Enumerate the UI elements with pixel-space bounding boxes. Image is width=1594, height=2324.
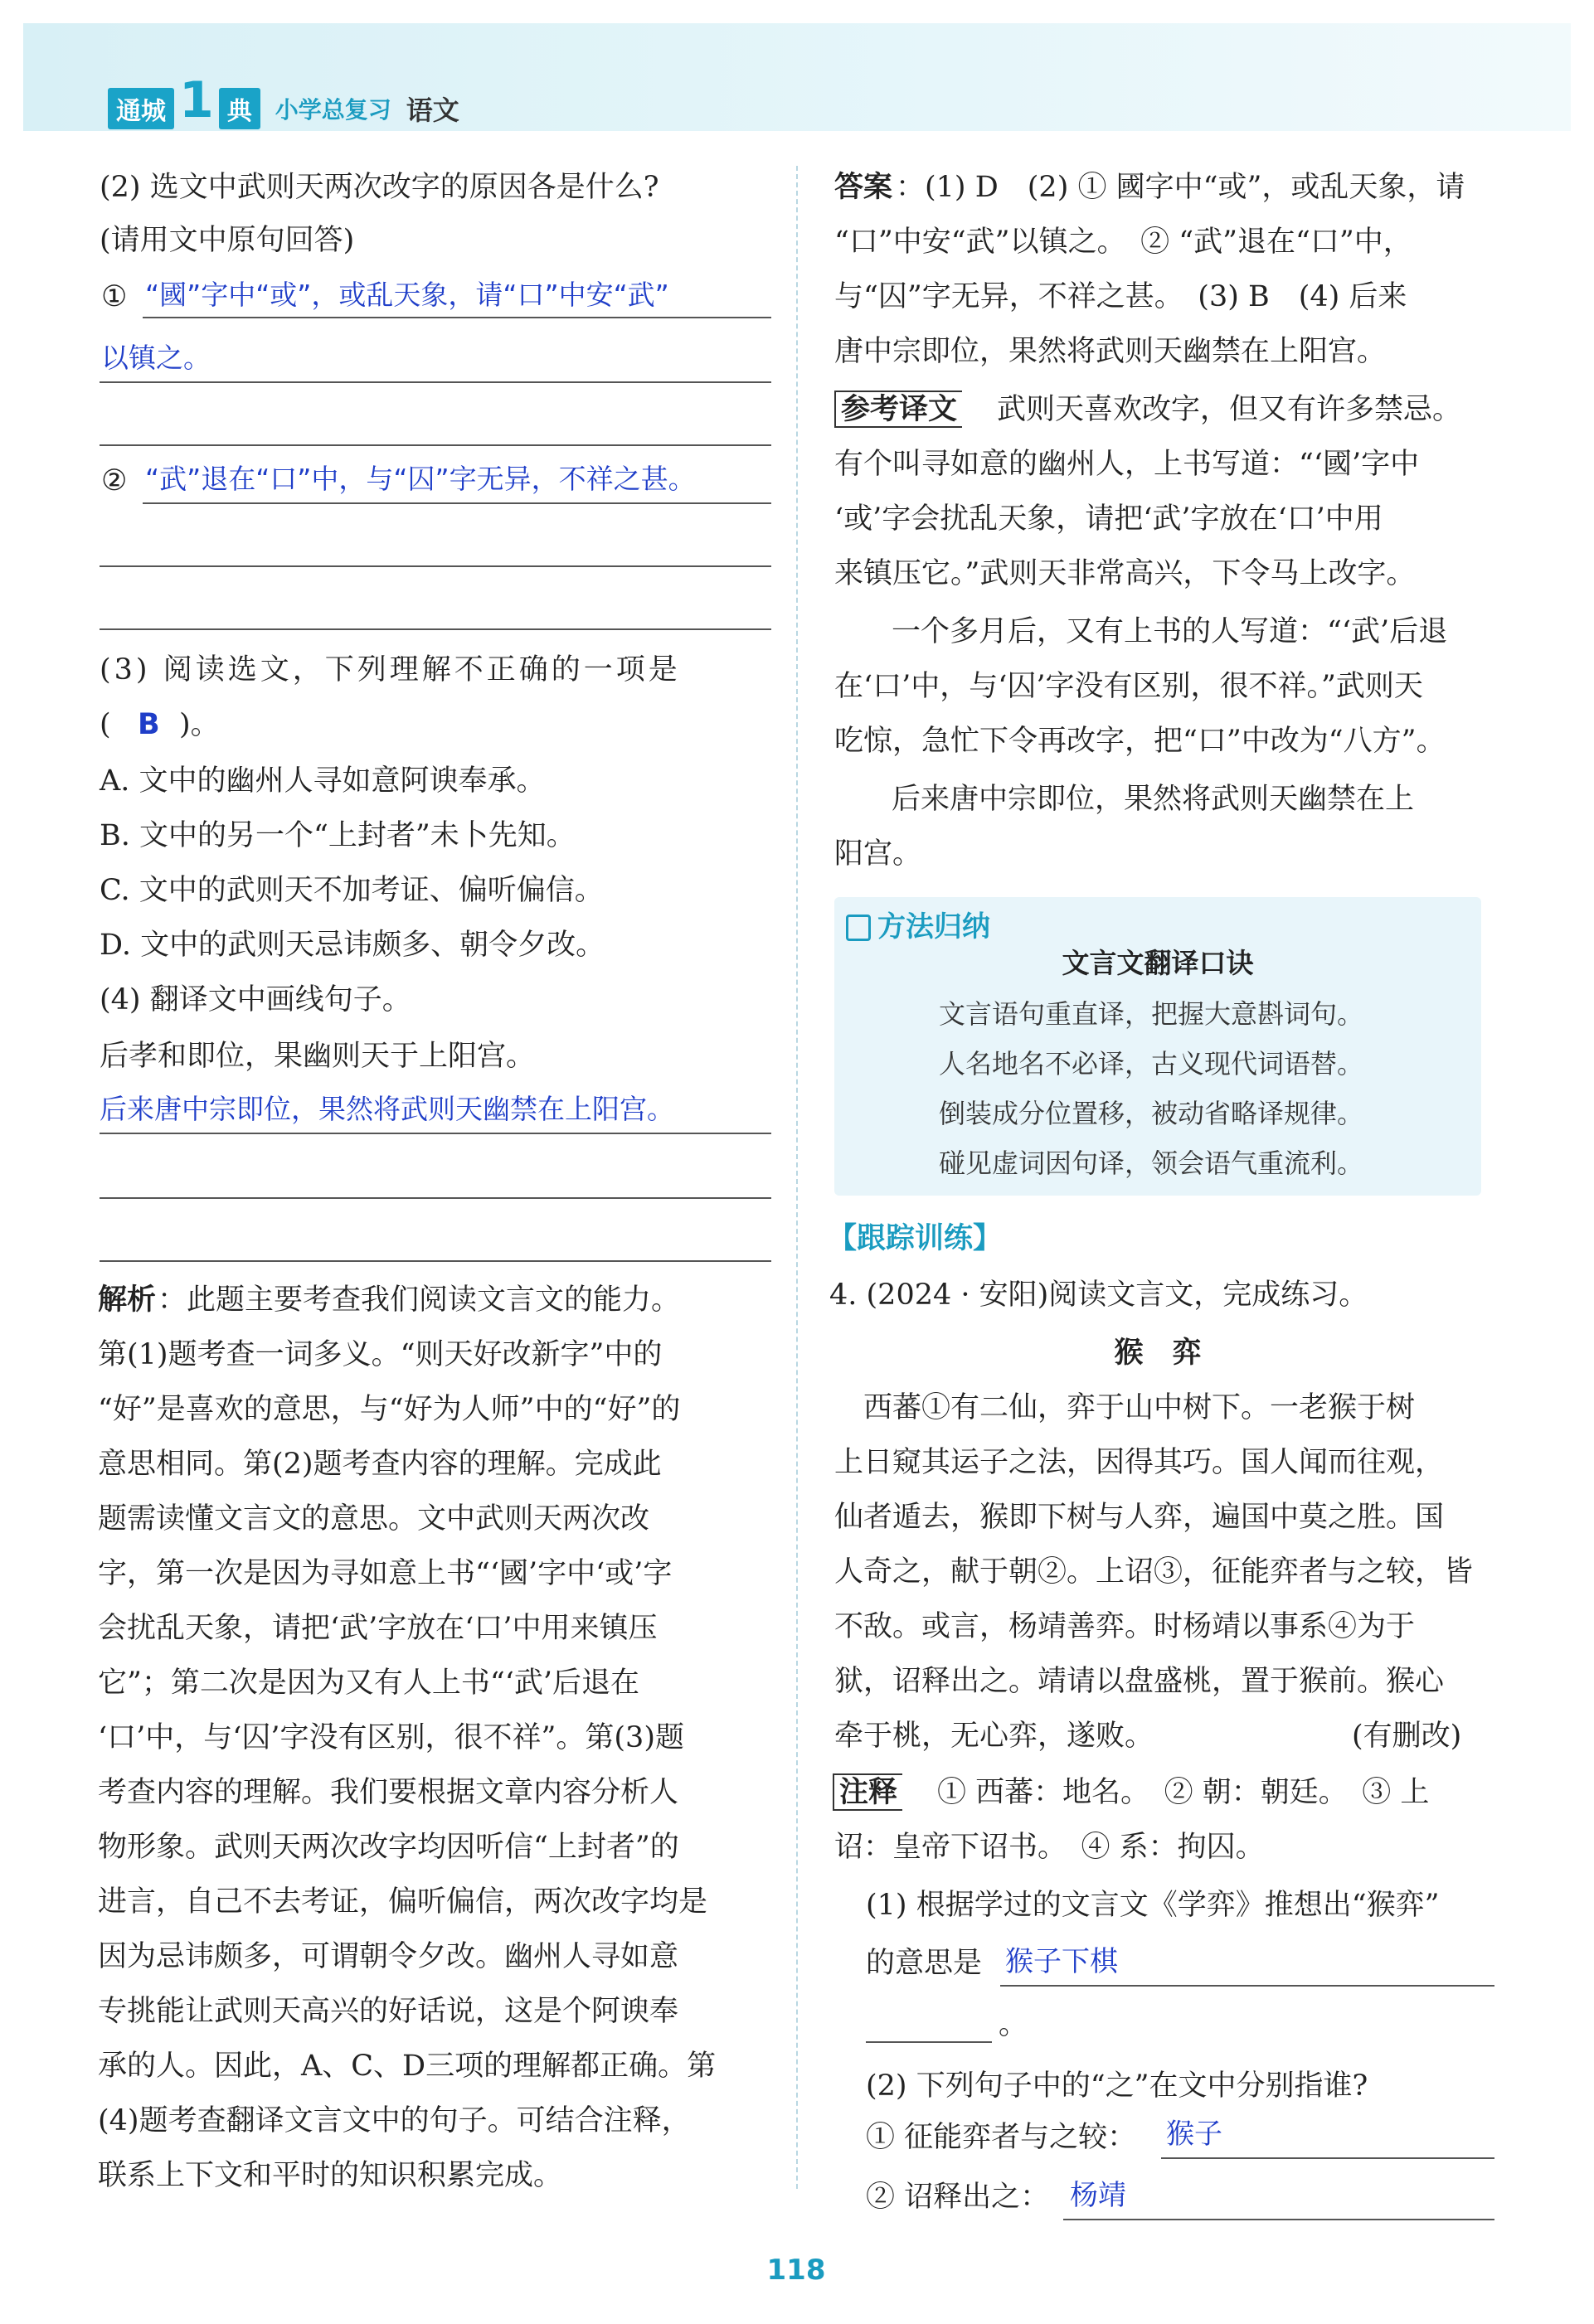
answer-2-2-number: ② [101,464,128,497]
passage-line: 仙者遁去，猴即下树与人弈，遍国中莫之胜。国 [834,1501,1445,1534]
series-title: 小学总复习 [275,96,391,124]
analysis-line: 它”；第二次是因为又有人上书“‘武’后退在 [98,1667,640,1700]
analysis-line: 因为忌讳颇多，可谓朝令夕改。幽州人寻如意 [98,1940,679,1973]
answer-2-1-line1: “國”字中“或”，或乱天象，请“口”中安“武” [145,279,669,311]
sub-question-2-1-answer: 猴子 [1166,2118,1222,2151]
answer-2-1-line2: 以镇之。 [101,342,211,374]
answer-label: 答案 [834,170,893,204]
translation-label [834,391,962,428]
analysis-line: 字，第一次是因为寻如意上书“‘國’字中‘或’字 [98,1557,673,1590]
translation-line: ‘或’字会扰乱天象，请把‘武’字放在‘口’中用 [834,502,1383,536]
sub-question-1-answer: 猴子下棋 [1005,1945,1118,1978]
translation-line: 吃惊，急忙下令再改字，把“口”中改为“八方”。 [834,725,1446,758]
translation-line: 在‘口’中，与‘囚’字没有区别，很不祥。”武则天 [834,670,1423,703]
answer-line-text: 与“囚”字无异，不祥之甚。 (3) B (4) 后来 [834,280,1407,313]
question-4-title: 4. (2024 · 安阳)阅读文言文，完成练习。 [829,1278,1368,1312]
question-3-paren-open: ( [100,708,111,741]
answer-line [143,317,771,318]
analysis-line: 第(1)题考查一词多义。“则天好改新字”中的 [98,1338,663,1371]
translation-line: 武则天喜欢改字，但又有许多禁忌。 [997,393,1462,426]
passage-source: (有删改) [1352,1720,1462,1753]
passage-line: 狱，诏释出之。靖请以盘盛桃，置于猴前。猴心 [834,1665,1445,1698]
answer-line-text: “口”中安“武”以镇之。 ② “武”退在“口”中， [834,226,1412,259]
notes-line: ① 西蕃：地名。 ② 朝：朝廷。 ③ 上 [937,1776,1430,1809]
passage-title: 猴 弈 [1114,1336,1202,1370]
answer-line [100,1133,771,1134]
analysis-line: 会扰乱天象，请把‘武’字放在‘口’中用来镇压 [98,1612,658,1645]
sub-question-2-2-answer: 杨靖 [1070,2179,1126,2212]
sub-question-2-1: ① 征能弈者与之较： [866,2121,1137,2154]
answer-line [866,2041,992,2043]
method-line: 倒装成分位置移，被动省略译规律。 [939,1098,1364,1129]
notes-label [833,1774,902,1811]
answer-line [100,1260,771,1262]
analysis-line: 物形象。武则天两次改字均因听信“上封者”的 [98,1831,679,1864]
answer-line-text: 唐中宗即位，果然将武则天幽禁在上阳宫。 [834,335,1387,368]
option-c: C. 文中的武则天不加考证、偏听偏信。 [100,874,604,907]
notes-label-text: 注释 [833,1773,902,1811]
analysis-line: “好”是喜欢的意思，与“好为人师”中的“好”的 [98,1393,681,1426]
passage-line: 牵于桃，无心弈，遂败。 [834,1720,1154,1753]
analysis-line: 意思相同。第(2)题考查内容的理解。完成此 [98,1448,662,1481]
method-title [846,904,990,944]
sub-question-2-2: ② 诏释出之： [866,2181,1050,2214]
option-b: B. 文中的另一个“上封者”未卜先知。 [100,819,576,852]
column-divider [796,166,798,2189]
question-3: (3) 阅读选文，下列理解不正确的一项是 [100,653,681,687]
answer-2-2: “武”退在“口”中，与“囚”字无异，不祥之甚。 [145,463,696,495]
method-title-text: 方法归纳 [877,910,990,944]
sub-question-1: (1) 根据学过的文言文《学弈》推想出“猴弈” [866,1889,1440,1922]
tracking-practice-title: 【跟踪训练】 [828,1222,1003,1255]
translation-line: 一个多月后，又有上书的人写道：“‘武’后退 [863,615,1448,648]
answer-line [100,381,771,383]
brand-name-a: 通城 [108,88,174,129]
analysis-line: ‘口’中，与‘囚’字没有区别，很不祥”。第(3)题 [98,1721,684,1754]
answer-line [100,1197,771,1199]
brand-number: 1 [179,71,214,129]
passage-line: 人奇之，献于朝②。上诏③，征能弈者与之较，皆 [834,1555,1474,1589]
analysis-line: 考查内容的理解。我们要根据文章内容分析人 [98,1776,679,1809]
answer-line [1000,1985,1494,1987]
answer-2-1-number: ① [101,280,128,313]
analysis-line: 题需读懂文言文的意思。文中武则天两次改 [98,1502,650,1536]
question-2-hint: (请用文中原句回答) [100,224,355,257]
translation-label-text: 参考译文 [834,391,962,428]
option-a: A. 文中的幽州人寻如意阿谀奉承。 [100,764,546,798]
sub-question-2: (2) 下列句子中的“之”在文中分别指谁? [866,2069,1368,2103]
translation-line: 后来唐中宗即位，果然将武则天幽禁在上 [863,783,1415,816]
passage-line: 西蕃①有二仙，弈于山中树下。一老猴于树 [834,1391,1416,1424]
answer-line [100,628,771,630]
translation-line: 来镇压它。”武则天非常高兴，下令马上改字。 [834,557,1416,590]
analysis-line: 承的人。因此，A、C、D三项的理解都正确。第 [98,2050,717,2083]
question-4-answer: 后来唐中宗即位，果然将武则天幽禁在上阳宫。 [100,1093,674,1125]
analysis-line: ：此题主要考查我们阅读文言文的能力。 [158,1283,681,1317]
translation-line: 阳宫。 [834,837,922,871]
answer-line [1063,2219,1494,2220]
sub-question-1-b: 的意思是 [866,1947,983,1980]
question-3-paren-close: )。 [179,708,220,741]
subject-title: 语文 [406,95,459,126]
brand-name-b: 典 [219,88,260,129]
page-number: 118 [766,2254,826,2287]
option-d: D. 文中的武则天忌讳颇多、朝令夕改。 [100,929,605,962]
brand-logo [108,71,459,129]
passage-line: 上日窥其运子之法，因得其巧。国人闻而往观， [834,1446,1445,1479]
analysis-line: 专挑能让武则天高兴的好话说，这是个阿谀奉 [98,1995,679,2028]
answer-line [143,502,771,504]
analysis-label: 解析 [98,1283,157,1317]
question-4: (4) 翻译文中画线句子。 [100,983,411,1016]
notebook-icon [846,915,871,941]
answer-line [100,444,771,446]
sub-question-1-end: 。 [999,2008,1028,2041]
translation-line: 有个叫寻如意的幽州人，上书写道：“‘國’字中 [834,448,1420,481]
passage-line: 不敌。或言，杨靖善弈。时杨靖以事系④为于 [834,1610,1416,1643]
method-line: 人名地名不必译，古义现代词语替。 [939,1048,1364,1080]
answer-line [1161,2157,1494,2159]
method-line: 碰见虚词因句译，领会语气重流利。 [939,1147,1364,1179]
notes-line: 诏：皇帝下诏书。 ④ 系：拘囚。 [834,1831,1265,1864]
question-2: (2) 选文中武则天两次改字的原因各是什么? [100,171,659,204]
answer-line-text: ：(1) D (2) ① 國字中“或”，或乱天象，请 [896,171,1465,204]
question-4-sentence: 后孝和即位，果幽则天于上阳宫。 [100,1040,536,1073]
analysis-line: 进言，自己不去考证，偏听偏信，两次改字均是 [98,1885,708,1919]
method-heading: 文言文翻译口诀 [1062,947,1254,979]
analysis-line: 联系上下文和平时的知识积累完成。 [98,2159,563,2192]
analysis-line: (4)题考查翻译文言文中的句子。可结合注释， [98,2104,691,2137]
question-3-answer: B [138,708,160,741]
method-line: 文言语句重直译，把握大意斟词句。 [939,998,1364,1030]
answer-line [100,565,771,567]
